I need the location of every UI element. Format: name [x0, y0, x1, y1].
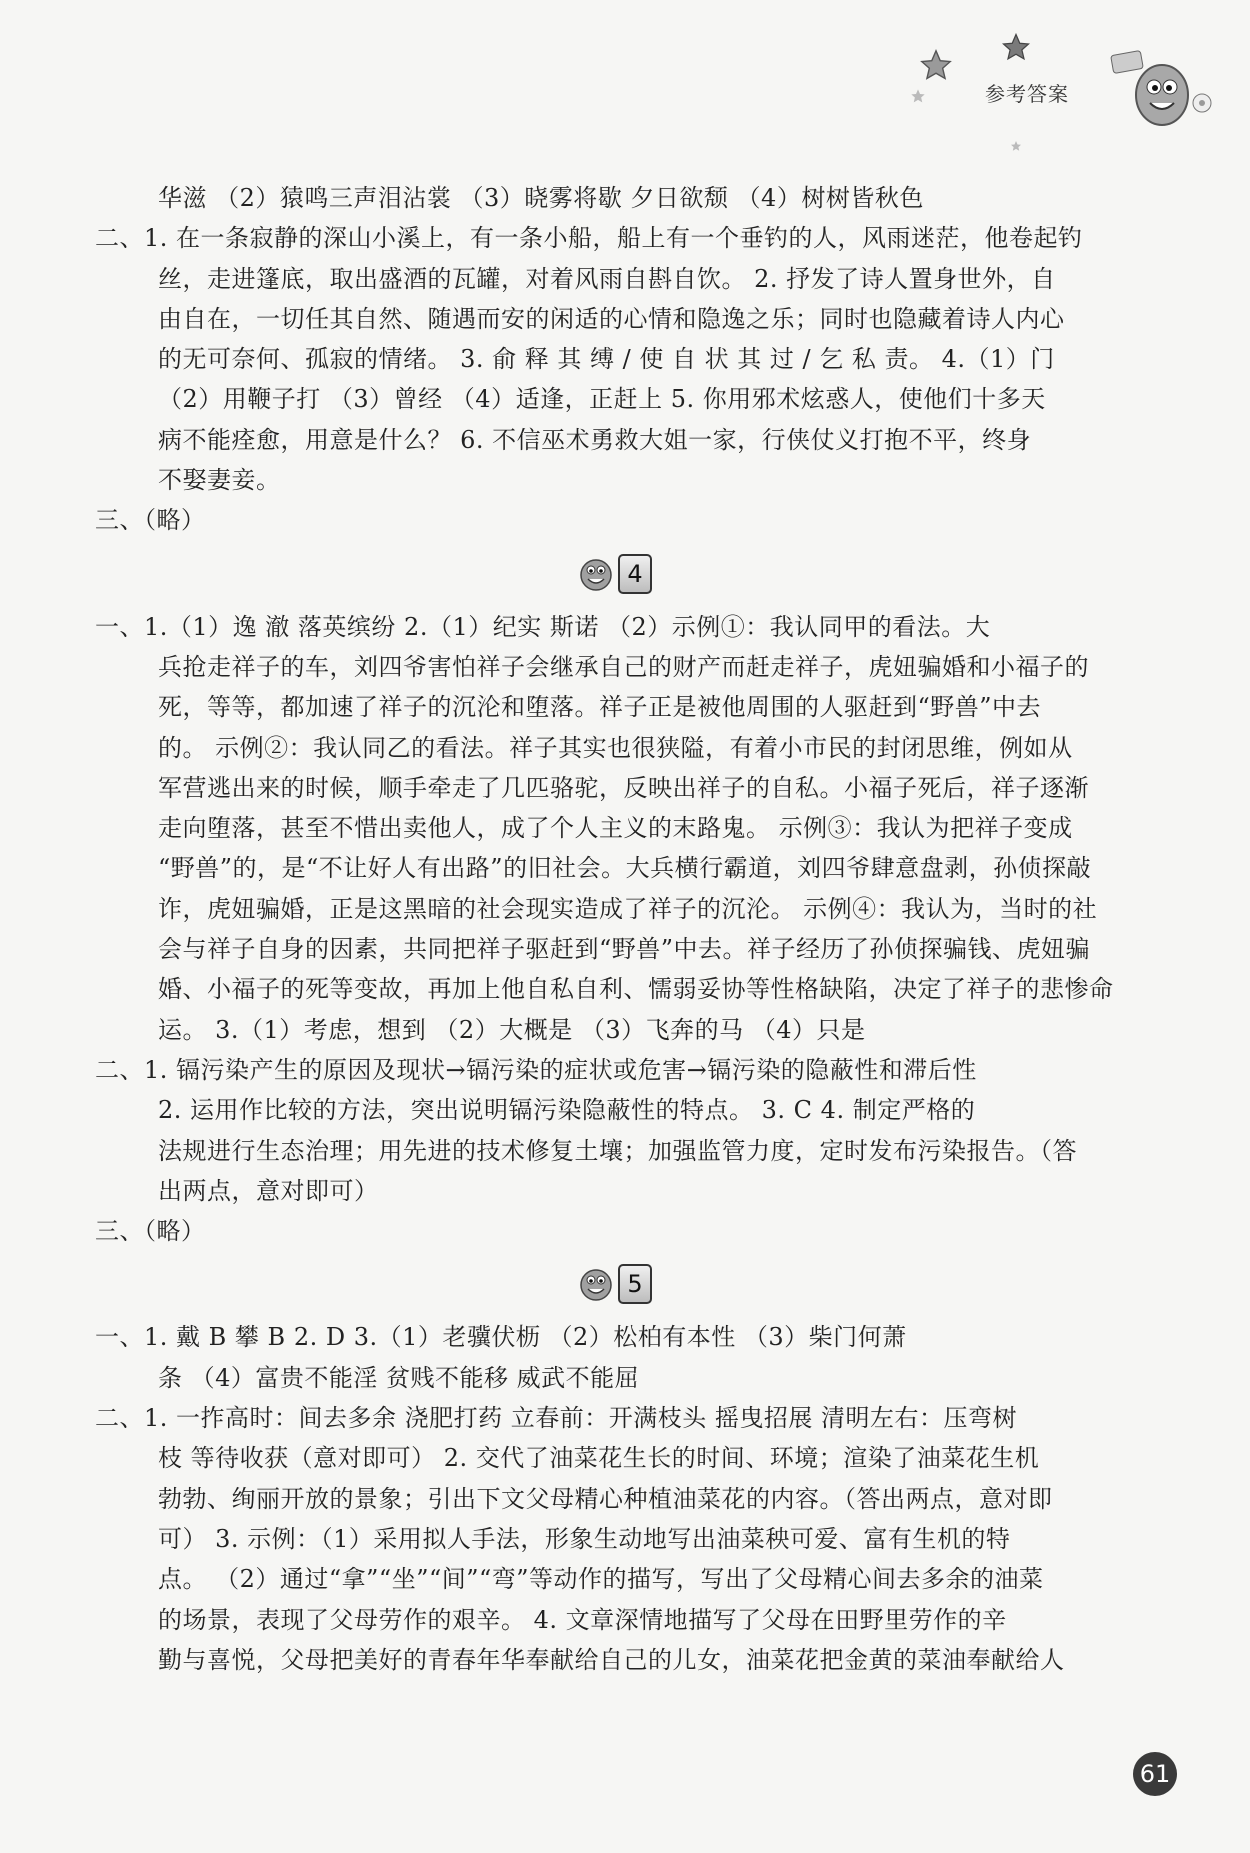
star-icon [910, 88, 926, 104]
text-line: 2. 运用作比较的方法，突出说明镉污染隐蔽性的特点。 3. C 4. 制定严格的 [158, 1096, 976, 1125]
text-line: 勤与喜悦，父母把美好的青春年华奉献给自己的儿女，油菜花把金黄的菜油奉献给人 [158, 1645, 1065, 1674]
answer-content [95, 178, 1135, 1680]
page-header [0, 0, 1250, 150]
header-label: 参考答案 [985, 82, 1069, 106]
text-line: 出两点，意对即可） [158, 1176, 379, 1205]
text-line: 病不能痊愈，用意是什么？ 6. 不信巫术勇救大姐一家，行侠仗义打抱不平，终身 [158, 425, 1032, 454]
section-marker-5 [95, 1251, 1135, 1317]
text-line: 的场景，表现了父母劳作的艰辛。 4. 文章深情地描写了父母在田野里劳作的辛 [158, 1605, 1007, 1634]
text-line: 华滋 （2）猿鸣三声泪沾裳 （3）晓雾将歇 夕日欲颓 （4）树树皆秋色 [158, 184, 924, 212]
text-line: （2）用鞭子打 （3）曾经 （4）适逢，正赶上 5. 你用邪术炫惑人，使他们十多天 [158, 385, 1046, 414]
mascot-icon [1110, 45, 1220, 130]
section-5 [95, 1317, 1135, 1680]
text-line: 不娶妻妾。 [158, 466, 281, 495]
text-line: 由自在，一切任其自然、随遇而安的闲适的心情和隐逸之乐；同时也隐藏着诗人内心 [158, 304, 1065, 333]
text-line: 诈，虎妞骗婚，正是这黑暗的社会现实造成了祥子的沉沦。 示例④：我认为，当时的社 [158, 894, 1098, 923]
star-icon [918, 48, 954, 82]
star-icon [1000, 32, 1032, 62]
text-line: 一、1. 戴 B 攀 B 2. D 3.（1）老骥伏枥 （2）松柏有本性 （3）柴门何萧 [95, 1323, 907, 1352]
text-line: “野兽”的，是“不让好人有出路”的旧社会。大兵横行霸道，刘四爷肆意盘剥，孙侦探敲 [158, 854, 1092, 883]
mascot-icon [578, 556, 614, 592]
text-line: 丝，走进篷底，取出盛酒的瓦罐，对着风雨自斟自饮。 2. 抒发了诗人置身世外，自 [158, 264, 1056, 293]
star-icon [1010, 140, 1022, 152]
text-line: 法规进行生态治理；用先进的技术修复土壤；加强监管力度，定时发布污染报告。（答 [158, 1136, 1077, 1165]
text-line: 二、1. 镉污染产生的原因及现状→镉污染的症状或危害→镉污染的隐蔽性和滞后性 [95, 1055, 977, 1084]
text-line: 二、1. 在一条寂静的深山小溪上，有一条小船，船上有一个垂钓的人，风雨迷茫，他卷起钓 [95, 224, 1083, 253]
section-marker-4 [95, 541, 1135, 607]
section-number: 4 [618, 554, 652, 594]
text-line: 三、（略） [95, 1217, 206, 1246]
text-line: 会与祥子自身的因素，共同把祥子驱赶到“野兽”中去。祥子经历了孙侦探骗钱、虎妞骗 [158, 935, 1091, 964]
text-line: 军营逃出来的时候，顺手牵走了几匹骆驼，反映出祥子的自私。小福子死后，祥子逐渐 [158, 773, 1089, 802]
text-line: 走向堕落，甚至不惜出卖他人，成了个人主义的末路鬼。 示例③：我认为把祥子变成 [158, 814, 1073, 843]
text-line: 的。 示例②：我认同乙的看法。祥子其实也很狭隘，有着小市民的封闭思维，例如从 [158, 733, 1073, 762]
text-line: 枝 等待收获（意对即可） 2. 交代了油菜花生长的时间、环境；渲染了油菜花生机 [158, 1444, 1040, 1473]
text-line: 勃勃、绚丽开放的景象；引出下文父母精心种植油菜花的内容。（答出两点，意对即 [158, 1484, 1053, 1513]
text-line: 的无可奈何、孤寂的情绪。 3. 俞 释 其 缚 / 使 自 状 其 过 / 乞 私 责。 4.（1）门 [158, 345, 1055, 374]
text-line: 点。 （2）通过“拿”“坐”“间”“弯”等动作的描写，写出了父母精心间去多余的油菜 [158, 1565, 1044, 1594]
text-line: 可） 3. 示例：（1）采用拟人手法，形象生动地写出油菜秧可爱、富有生机的特 [158, 1524, 1011, 1553]
text-line: 兵抢走祥子的车，刘四爷害怕祥子会继承自己的财产而赶走祥子，虎妞骗婚和小福子的 [158, 652, 1089, 681]
section-number: 5 [618, 1264, 652, 1304]
text-line: 一、1.（1）逸 澈 落英缤纷 2.（1）纪实 斯诺 （2）示例①：我认同甲的看法。大 [95, 612, 991, 641]
text-line: 条 （4）富贵不能淫 贫贱不能移 威武不能屈 [158, 1363, 640, 1392]
text-line: 二、1. 一拃高时：间去多余 浇肥打药 立春前：开满枝头 摇曳招展 清明左右：压弯树 [95, 1404, 1018, 1433]
page-number: 61 [1133, 1752, 1177, 1796]
text-line: 死，等等，都加速了祥子的沉沦和堕落。祥子正是被他周围的人驱赶到“野兽”中去 [158, 693, 1042, 722]
section-3-tail [95, 178, 1135, 541]
text-line: 三、（略） [95, 506, 206, 535]
section-4 [95, 607, 1135, 1252]
text-line: 婚、小福子的死等变故，再加上他自私自利、懦弱妥协等性格缺陷，决定了祥子的悲惨命 [158, 975, 1114, 1004]
mascot-icon [578, 1266, 614, 1302]
text-line: 运。 3.（1）考虑，想到 （2）大概是 （3）飞奔的马 （4）只是 [158, 1015, 866, 1044]
